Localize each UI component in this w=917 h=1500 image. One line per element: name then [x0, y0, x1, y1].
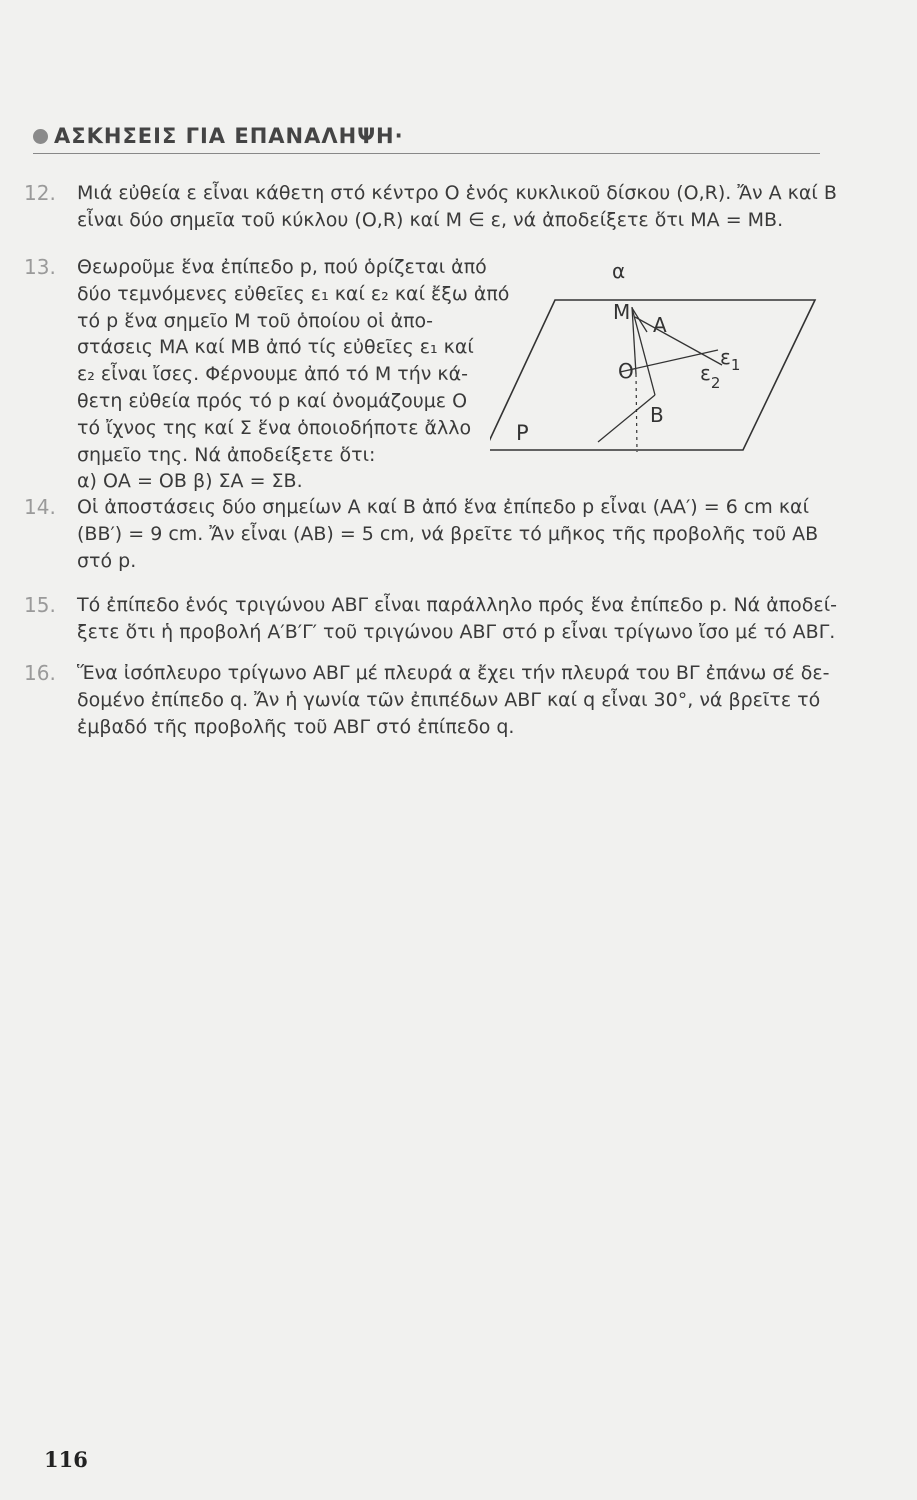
label-e1: $\varepsilon_1$ [720, 345, 741, 374]
label-O: Ο [618, 359, 634, 383]
section-title: ΑΣΚΗΣΕΙΣ ΓΙΑ ΕΠΑΝΑΛΗΨΗ· [54, 124, 404, 148]
text-line: στό p. [77, 550, 137, 572]
exercise-13 [24, 254, 509, 495]
exercise-number: 13. [24, 255, 56, 279]
exercise-number: 12. [24, 181, 56, 205]
text-line: Τό ἐπίπεδο ἑνός τριγώνου ΑΒΓ εἶναι παράλληλο πρός ἕνα ἐπίπεδο p. Νά ἀποδεί- [77, 594, 837, 616]
text-line: ἐμβαδό τῆς προβολῆς τοῦ ΑΒΓ στό ἐπίπεδο q. [77, 716, 515, 738]
exercise-number: 15. [24, 593, 56, 617]
exercise-12 [24, 180, 837, 234]
text-line: θετη εὐθεία πρός τό p καί ὀνομάζουμε Ο [77, 389, 468, 412]
exercise-text [77, 494, 818, 575]
exercise-number: 16. [24, 661, 56, 685]
header-divider [33, 153, 820, 154]
text-line: στάσεις ΜΑ καί ΜΒ ἀπό τίς εὐθεῖες ε₁ καί [77, 336, 474, 359]
exercise-number: 14. [24, 495, 56, 519]
text-line: α) ΟΑ = ΟΒ β) ΣΑ = ΣΒ. [77, 470, 303, 493]
text-line: δομένο ἐπίπεδο q. Ἄν ἡ γωνία τῶν ἐπιπέδων ΑΒΓ καί q εἶναι 30°, νά βρεῖτε τό [77, 689, 821, 711]
label-P: P [516, 421, 529, 445]
text-line: δύο τεμνόμενες εὐθεῖες ε₁ καί ε₂ καί ἔξω ἀπό [77, 282, 510, 305]
label-e2: $\varepsilon_2$ [700, 361, 721, 392]
exercise-14 [24, 494, 818, 575]
text-line: (ΒΒ′) = 9 cm. Ἄν εἶναι (ΑΒ) = 5 cm, νά βρεῖτε τό μῆκος τῆς προβολῆς τοῦ ΑΒ [77, 523, 819, 545]
section-header [33, 124, 404, 148]
label-M: Μ [613, 300, 631, 324]
page-number: 116 [44, 1447, 88, 1472]
plane-figure [490, 252, 820, 471]
segment-MA [632, 308, 647, 332]
line-e1 [635, 317, 722, 365]
exercise-text [77, 254, 509, 495]
exercise-text [77, 592, 837, 646]
text-line: Μιά εὐθεία ε εἶναι κάθετη στό κέντρο Ο ἑνός κυκλικοῦ δίσκου (Ο,R). Ἄν Α καί Β [77, 182, 837, 204]
line-through-B [598, 395, 655, 442]
text-line: εἶναι δύο σημεῖα τοῦ κύκλου (Ο,R) καί Μ ∈ ε, νά ἀποδείξετε ὅτι ΜΑ = ΜΒ. [77, 209, 784, 231]
exercise-text [77, 660, 829, 741]
text-line: ξετε ὅτι ἡ προβολή Α′Β′Γ′ τοῦ τριγώνου ΑΒΓ στό p εἶναι τρίγωνο ἴσο μέ τό ΑΒΓ. [77, 621, 836, 643]
bullet-icon [33, 129, 48, 144]
text-line: ε₂ εἶναι ἴσες. Φέρνουμε ἀπό τό Μ τήν κά- [77, 363, 468, 386]
text-line: τό ἴχνος της καί Σ ἕνα ὁποιοδήποτε ἄλλο [77, 416, 472, 439]
text-line: Ἕνα ἰσόπλευρο τρίγωνο ΑΒΓ μέ πλευρά α ἔχει τήν πλευρά του ΒΓ ἐπάνω σέ δε- [77, 662, 830, 684]
text-line: Οἱ ἀποστάσεις δύο σημείων Α καί Β ἀπό ἕνα ἐπίπεδο p εἶναι (ΑΑ′) = 6 cm καί [77, 496, 809, 518]
label-A: Α [653, 313, 667, 337]
text-line: σημεῖο της. Νά ἀποδείξετε ὅτι: [77, 443, 376, 466]
plane-diagram [490, 252, 820, 467]
perpendicular-hidden [636, 374, 637, 452]
label-B: Β [650, 403, 664, 427]
exercise-15 [24, 592, 837, 646]
label-alpha: α [612, 259, 626, 283]
exercise-text [77, 180, 837, 234]
text-line: Θεωροῦμε ἕνα ἐπίπεδο p, πού ὁρίζεται ἀπό [77, 256, 487, 278]
exercise-16 [24, 660, 829, 741]
text-line: τό p ἕνα σημεῖο Μ τοῦ ὁποίου οἱ ἀπο- [77, 309, 434, 332]
